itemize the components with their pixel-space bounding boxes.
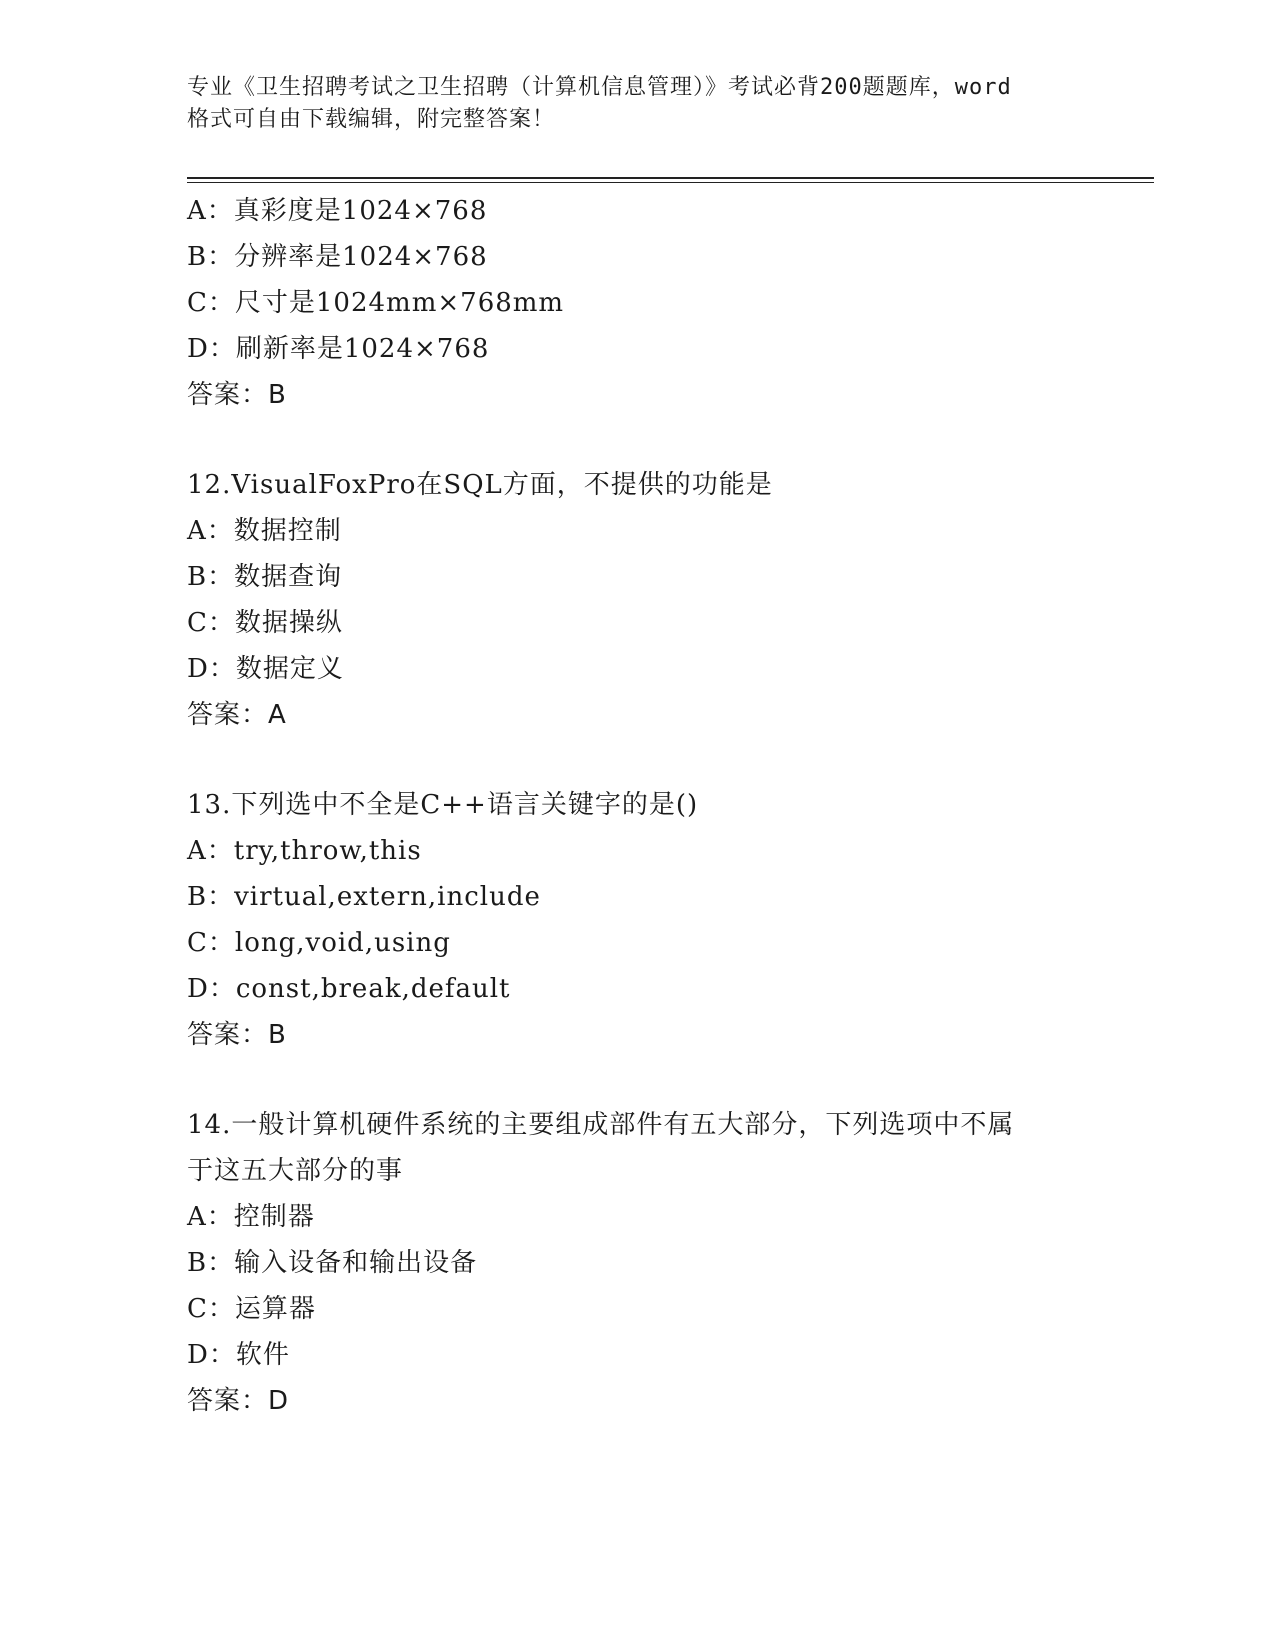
question-text-line-1: 14.一般计算机硬件系统的主要组成部件有五大部分，下列选项中不属 [187, 1110, 1015, 1140]
question-12-block [187, 462, 1147, 738]
question-13-block [187, 782, 1147, 1058]
option-a: A：真彩度是1024×768 [187, 196, 488, 226]
question-14-block [187, 1102, 1147, 1424]
option-d: D：数据定义 [187, 654, 344, 684]
question-text: 13.下列选中不全是C++语言关键字的是() [187, 790, 699, 820]
option-d: D：软件 [187, 1340, 290, 1370]
answer-line: 答案：B [187, 1020, 287, 1050]
header-line-2: 格式可自由下载编辑，附完整答案！ [187, 107, 556, 132]
header-rule-thin [187, 182, 1154, 183]
option-c: C：数据操纵 [187, 608, 343, 638]
spacer [187, 1058, 1147, 1102]
spacer [187, 418, 1147, 462]
option-d: D：刷新率是1024×768 [187, 334, 490, 364]
option-b: B：数据查询 [187, 562, 343, 592]
answer-line: 答案：A [187, 700, 287, 730]
question-11-block [187, 188, 1147, 418]
option-c: C：尺寸是1024mm×768mm [187, 288, 565, 318]
option-c: C：运算器 [187, 1294, 316, 1324]
question-text: 12.VisualFoxPro在SQL方面，不提供的功能是 [187, 470, 773, 500]
question-text-line-2: 于这五大部分的事 [187, 1156, 404, 1186]
header-line-1: 专业《卫生招聘考试之卫生招聘（计算机信息管理）》考试必背200题题库，word [187, 75, 1012, 100]
option-a: A：数据控制 [187, 516, 342, 546]
option-b: B：输入设备和输出设备 [187, 1248, 478, 1278]
document-header [187, 72, 1087, 136]
option-b: B：分辨率是1024×768 [187, 242, 488, 272]
answer-line: 答案：D [187, 1386, 290, 1416]
option-d: D：const,break,default [187, 974, 511, 1004]
header-rule-thick [187, 177, 1154, 179]
answer-line: 答案：B [187, 380, 287, 410]
option-a: A：控制器 [187, 1202, 315, 1232]
option-b: B：virtual,extern,include [187, 882, 541, 912]
spacer [187, 738, 1147, 782]
option-c: C：long,void,using [187, 928, 451, 958]
question-list [187, 188, 1147, 1424]
option-a: A：try,throw,this [187, 836, 422, 866]
